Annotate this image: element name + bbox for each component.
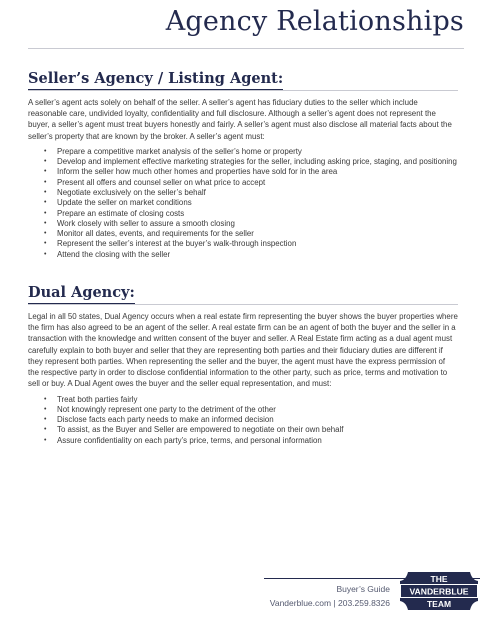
list-item: • Negotiate exclusively on the seller’s behalf: [44, 188, 458, 198]
dual-agency-paragraph: Legal in all 50 states, Dual Agency occurs when a real estate firm representing the buyer shows the buyer properties where the firm has also agreed to be an agent of the seller. A real estate firm can be an agent of both the buyer and the seller in a transaction with the knowledge and written consent of the buyer and seller. A Real Estate firm acting as a dual agent must carefully explain to both buyer and seller that they are representing both parties and their fiduciary duties are different if they represent both parties. When representing the seller and the buyer, the agent must have the express permission of the respective party in order to disclose confidential information to the other party, such as price, terms and motivation to sell or buy. A Dual Agent owes the buyer and the seller equal representation, and must:: [28, 312, 458, 389]
title-divider: [28, 48, 464, 49]
footer-contact: Vanderblue.com | 203.259.8326: [269, 598, 390, 608]
dual-duties-list: [28, 395, 458, 446]
vanderblue-team-logo: [400, 570, 478, 612]
list-item: • Update the seller on market conditions: [44, 198, 458, 208]
seller-agency-heading: Seller’s Agency / Listing Agent:: [28, 70, 283, 91]
logo-text-top: THE: [430, 574, 448, 584]
list-item: • Assure confidentiality on each party’s price, terms, and personal information: [44, 436, 458, 446]
list-item: • Present all offers and counsel seller on what price to accept: [44, 178, 458, 188]
list-item: • Prepare an estimate of closing costs: [44, 209, 458, 219]
list-item: • Develop and implement effective marketing strategies for the seller, including asking price, staging, and positioning: [44, 157, 458, 167]
dual-heading-wrap: [28, 284, 458, 305]
list-item: • Treat both parties fairly: [44, 395, 458, 405]
list-item: • Inform the seller how much other homes and properties have sold for in the area: [44, 167, 458, 177]
list-item: • Represent the seller’s interest at the buyer’s walk-through inspection: [44, 239, 458, 249]
dual-agency-heading: Dual Agency:: [28, 284, 135, 305]
list-item: • Work closely with seller to assure a smooth closing: [44, 219, 458, 229]
dual-agency-section: [28, 284, 458, 446]
page-title: Agency Relationships: [165, 6, 464, 37]
list-item: • Attend the closing with the seller: [44, 250, 458, 260]
footer-text: [270, 582, 390, 610]
seller-heading-wrap: [28, 70, 458, 91]
footer-guide-label: Buyer’s Guide: [336, 584, 390, 594]
seller-duties-list: [28, 147, 458, 260]
seller-agency-paragraph: A seller’s agent acts solely on behalf of the seller. A seller’s agent has fiduciary duties to the seller which include reasonable care, undivided loyalty, confidentiality and full disclosure. Although a seller’s agent does not represent the buyer, a seller’s agent must treat buyers honestly and fairly. A seller’s agent must also disclose all material facts about the seller’s property that are known by the broker. A seller’s agent must:: [28, 98, 452, 141]
logo-text-middle: VANDERBLUE: [409, 586, 469, 597]
list-item: • Prepare a competitive market analysis of the seller’s home or property: [44, 147, 458, 157]
list-item: • Monitor all dates, events, and requirements for the seller: [44, 229, 458, 239]
logo-text-bottom: TEAM: [426, 599, 452, 609]
main-content: [28, 70, 458, 446]
list-item: • Not knowingly represent one party to the detriment of the other: [44, 405, 458, 415]
list-item: • Disclose facts each party needs to make an informed decision: [44, 415, 458, 425]
list-item: • To assist, as the Buyer and Seller are empowered to negotiate on their own behalf: [44, 425, 458, 435]
